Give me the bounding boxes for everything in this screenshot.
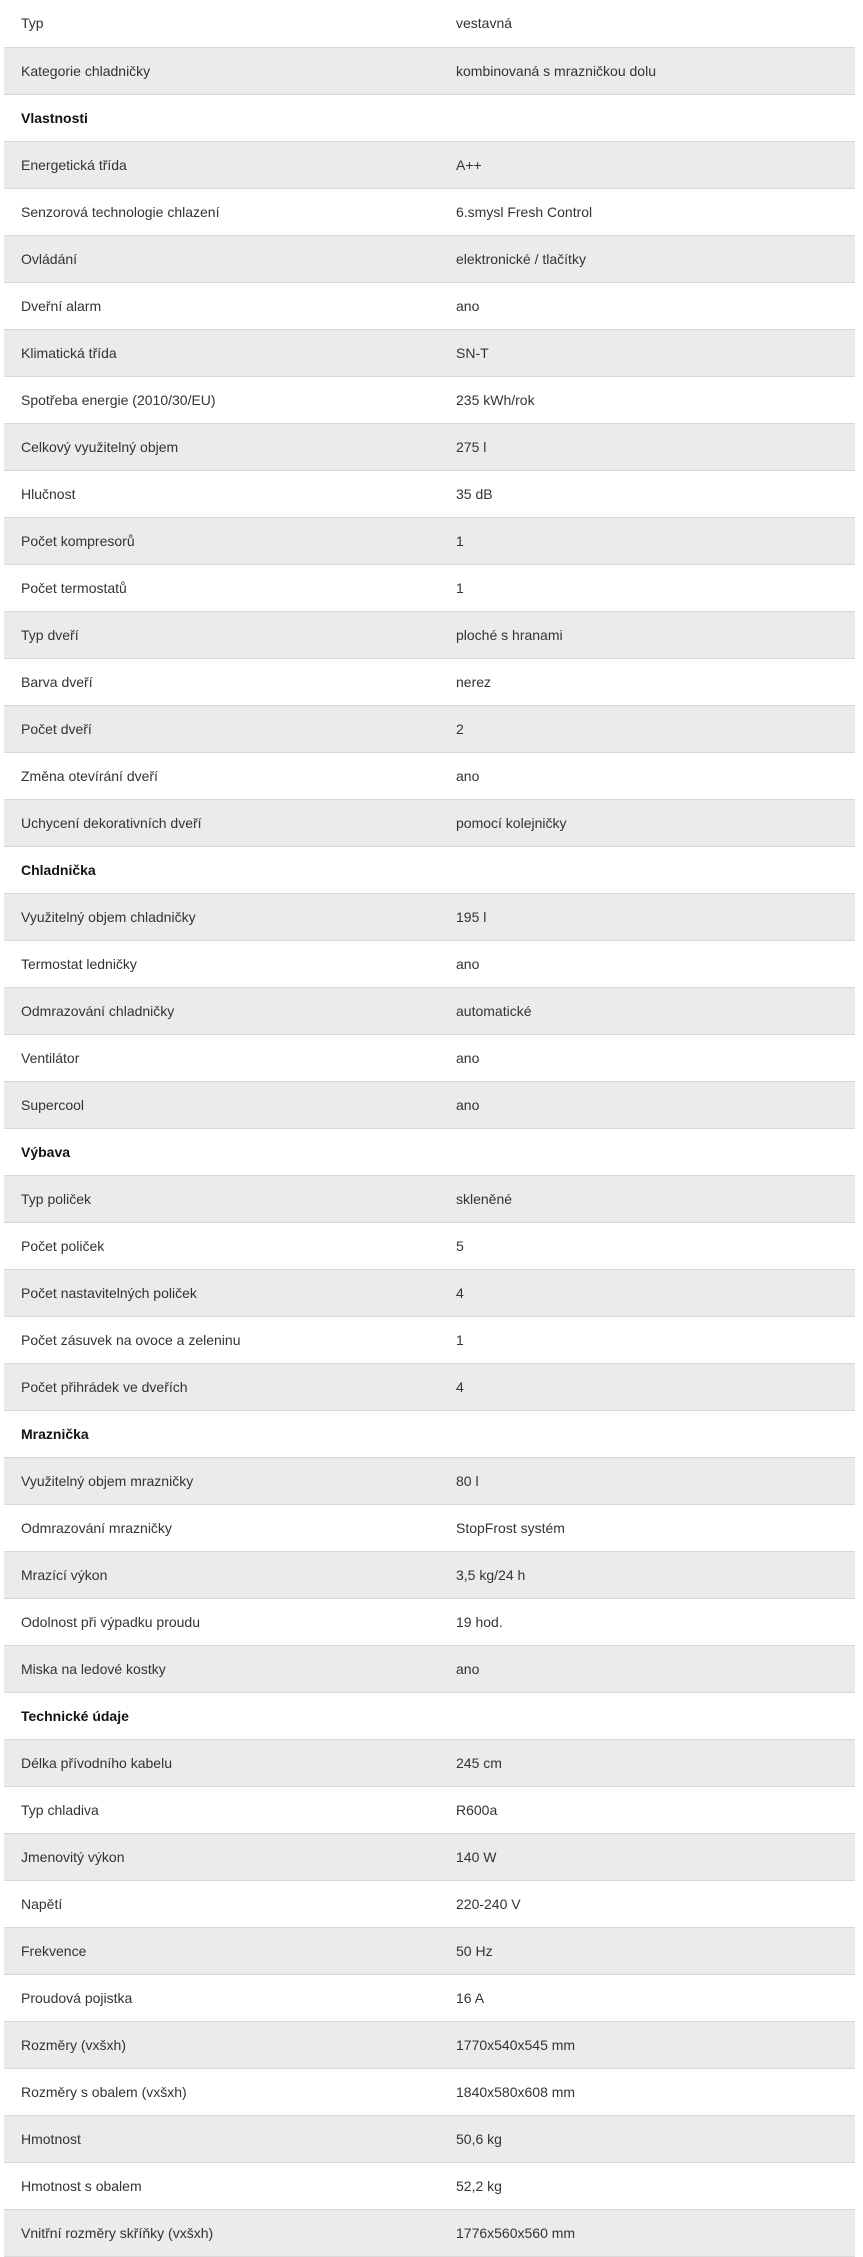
section-header-row — [4, 1692, 855, 1739]
spec-row — [4, 1786, 855, 1833]
spec-label: Využitelný objem mrazničky — [4, 1457, 438, 1504]
spec-row — [4, 47, 855, 94]
spec-value: automatické — [438, 987, 855, 1034]
section-title: Vlastnosti — [4, 94, 855, 141]
spec-row — [4, 564, 855, 611]
spec-label: Počet termostatů — [4, 564, 438, 611]
spec-value: 4 — [438, 1363, 855, 1410]
spec-label: Počet kompresorů — [4, 517, 438, 564]
spec-label: Počet nastavitelných poliček — [4, 1269, 438, 1316]
spec-row — [4, 2209, 855, 2256]
spec-value: kombinovaná s mrazničkou dolu — [438, 47, 855, 94]
section-title: Technické údaje — [4, 1692, 855, 1739]
spec-value: 5 — [438, 1222, 855, 1269]
spec-label: Odolnost při výpadku proudu — [4, 1598, 438, 1645]
spec-label: Ovládání — [4, 235, 438, 282]
spec-label: Změna otevírání dveří — [4, 752, 438, 799]
specification-table — [4, 0, 855, 2257]
spec-row — [4, 376, 855, 423]
spec-label: Typ dveří — [4, 611, 438, 658]
spec-row — [4, 282, 855, 329]
section-title: Chladnička — [4, 846, 855, 893]
spec-label: Hmotnost — [4, 2115, 438, 2162]
spec-value: skleněné — [438, 1175, 855, 1222]
spec-row — [4, 1504, 855, 1551]
spec-value: ano — [438, 1645, 855, 1692]
spec-value: 1770x540x545 mm — [438, 2021, 855, 2068]
spec-label: Typ chladiva — [4, 1786, 438, 1833]
spec-value: 195 l — [438, 893, 855, 940]
spec-label: Mrazící výkon — [4, 1551, 438, 1598]
spec-row — [4, 1833, 855, 1880]
spec-label: Využitelný objem chladničky — [4, 893, 438, 940]
spec-row — [4, 752, 855, 799]
spec-row — [4, 658, 855, 705]
spec-row — [4, 1222, 855, 1269]
spec-row — [4, 235, 855, 282]
spec-value: 35 dB — [438, 470, 855, 517]
spec-value: R600a — [438, 1786, 855, 1833]
spec-label: Miska na ledové kostky — [4, 1645, 438, 1692]
spec-value: 235 kWh/rok — [438, 376, 855, 423]
spec-value: A++ — [438, 141, 855, 188]
spec-label: Odmrazování chladničky — [4, 987, 438, 1034]
spec-value: 16 A — [438, 1974, 855, 2021]
section-header-row — [4, 846, 855, 893]
spec-value: pomocí kolejničky — [438, 799, 855, 846]
spec-value: StopFrost systém — [438, 1504, 855, 1551]
spec-value: 1 — [438, 564, 855, 611]
spec-label: Rozměry s obalem (vxšxh) — [4, 2068, 438, 2115]
spec-label: Klimatická třída — [4, 329, 438, 376]
spec-label: Odmrazování mrazničky — [4, 1504, 438, 1551]
spec-label: Barva dveří — [4, 658, 438, 705]
spec-value: 80 l — [438, 1457, 855, 1504]
spec-value: ano — [438, 940, 855, 987]
spec-row — [4, 423, 855, 470]
spec-value: 275 l — [438, 423, 855, 470]
spec-label: Spotřeba energie (2010/30/EU) — [4, 376, 438, 423]
section-title: Výbava — [4, 1128, 855, 1175]
spec-row — [4, 893, 855, 940]
spec-row — [4, 1034, 855, 1081]
spec-row — [4, 2162, 855, 2209]
spec-row — [4, 1598, 855, 1645]
spec-row — [4, 0, 855, 47]
spec-value: 50,6 kg — [438, 2115, 855, 2162]
spec-row — [4, 1269, 855, 1316]
spec-row — [4, 1457, 855, 1504]
spec-label: Dveřní alarm — [4, 282, 438, 329]
spec-value: ano — [438, 282, 855, 329]
spec-label: Napětí — [4, 1880, 438, 1927]
spec-row — [4, 799, 855, 846]
specification-table-body — [4, 0, 855, 2256]
section-title: Mraznička — [4, 1410, 855, 1457]
section-header-row — [4, 1410, 855, 1457]
spec-label: Vnitřní rozměry skříňky (vxšxh) — [4, 2209, 438, 2256]
spec-row — [4, 1974, 855, 2021]
spec-row — [4, 1363, 855, 1410]
section-header-row — [4, 94, 855, 141]
spec-row — [4, 987, 855, 1034]
spec-label: Typ — [4, 0, 438, 47]
spec-value: 220-240 V — [438, 1880, 855, 1927]
spec-label: Frekvence — [4, 1927, 438, 1974]
spec-value: 1 — [438, 517, 855, 564]
spec-label: Délka přívodního kabelu — [4, 1739, 438, 1786]
spec-value: vestavná — [438, 0, 855, 47]
spec-value: 140 W — [438, 1833, 855, 1880]
spec-value: ano — [438, 1034, 855, 1081]
spec-value: 1 — [438, 1316, 855, 1363]
spec-value: nerez — [438, 658, 855, 705]
spec-row — [4, 1927, 855, 1974]
spec-row — [4, 329, 855, 376]
spec-label: Supercool — [4, 1081, 438, 1128]
spec-value: 1776x560x560 mm — [438, 2209, 855, 2256]
spec-value: 6.smysl Fresh Control — [438, 188, 855, 235]
spec-row — [4, 705, 855, 752]
spec-row — [4, 141, 855, 188]
spec-value: 3,5 kg/24 h — [438, 1551, 855, 1598]
section-header-row — [4, 1128, 855, 1175]
spec-label: Počet zásuvek na ovoce a zeleninu — [4, 1316, 438, 1363]
spec-label: Proudová pojistka — [4, 1974, 438, 2021]
spec-label: Ventilátor — [4, 1034, 438, 1081]
spec-row — [4, 188, 855, 235]
spec-value: 4 — [438, 1269, 855, 1316]
spec-row — [4, 517, 855, 564]
spec-label: Termostat ledničky — [4, 940, 438, 987]
spec-row — [4, 1645, 855, 1692]
spec-row — [4, 2115, 855, 2162]
spec-label: Senzorová technologie chlazení — [4, 188, 438, 235]
spec-row — [4, 1175, 855, 1222]
spec-value: elektronické / tlačítky — [438, 235, 855, 282]
spec-label: Kategorie chladničky — [4, 47, 438, 94]
spec-value: ploché s hranami — [438, 611, 855, 658]
spec-row — [4, 2068, 855, 2115]
spec-row — [4, 611, 855, 658]
spec-value: 2 — [438, 705, 855, 752]
spec-value: SN-T — [438, 329, 855, 376]
spec-row — [4, 1081, 855, 1128]
spec-label: Rozměry (vxšxh) — [4, 2021, 438, 2068]
spec-label: Počet poliček — [4, 1222, 438, 1269]
spec-value: 245 cm — [438, 1739, 855, 1786]
spec-row — [4, 1739, 855, 1786]
spec-value: 52,2 kg — [438, 2162, 855, 2209]
spec-value: 19 hod. — [438, 1598, 855, 1645]
spec-label: Celkový využitelný objem — [4, 423, 438, 470]
spec-value: ano — [438, 1081, 855, 1128]
spec-row — [4, 1316, 855, 1363]
spec-value: 1840x580x608 mm — [438, 2068, 855, 2115]
spec-row — [4, 2021, 855, 2068]
spec-label: Počet dveří — [4, 705, 438, 752]
spec-value: 50 Hz — [438, 1927, 855, 1974]
spec-label: Uchycení dekorativních dveří — [4, 799, 438, 846]
spec-row — [4, 470, 855, 517]
spec-label: Hmotnost s obalem — [4, 2162, 438, 2209]
spec-label: Hlučnost — [4, 470, 438, 517]
spec-label: Energetická třída — [4, 141, 438, 188]
spec-label: Typ poliček — [4, 1175, 438, 1222]
spec-row — [4, 940, 855, 987]
spec-label: Jmenovitý výkon — [4, 1833, 438, 1880]
spec-label: Počet přihrádek ve dveřích — [4, 1363, 438, 1410]
spec-row — [4, 1880, 855, 1927]
spec-row — [4, 1551, 855, 1598]
spec-value: ano — [438, 752, 855, 799]
